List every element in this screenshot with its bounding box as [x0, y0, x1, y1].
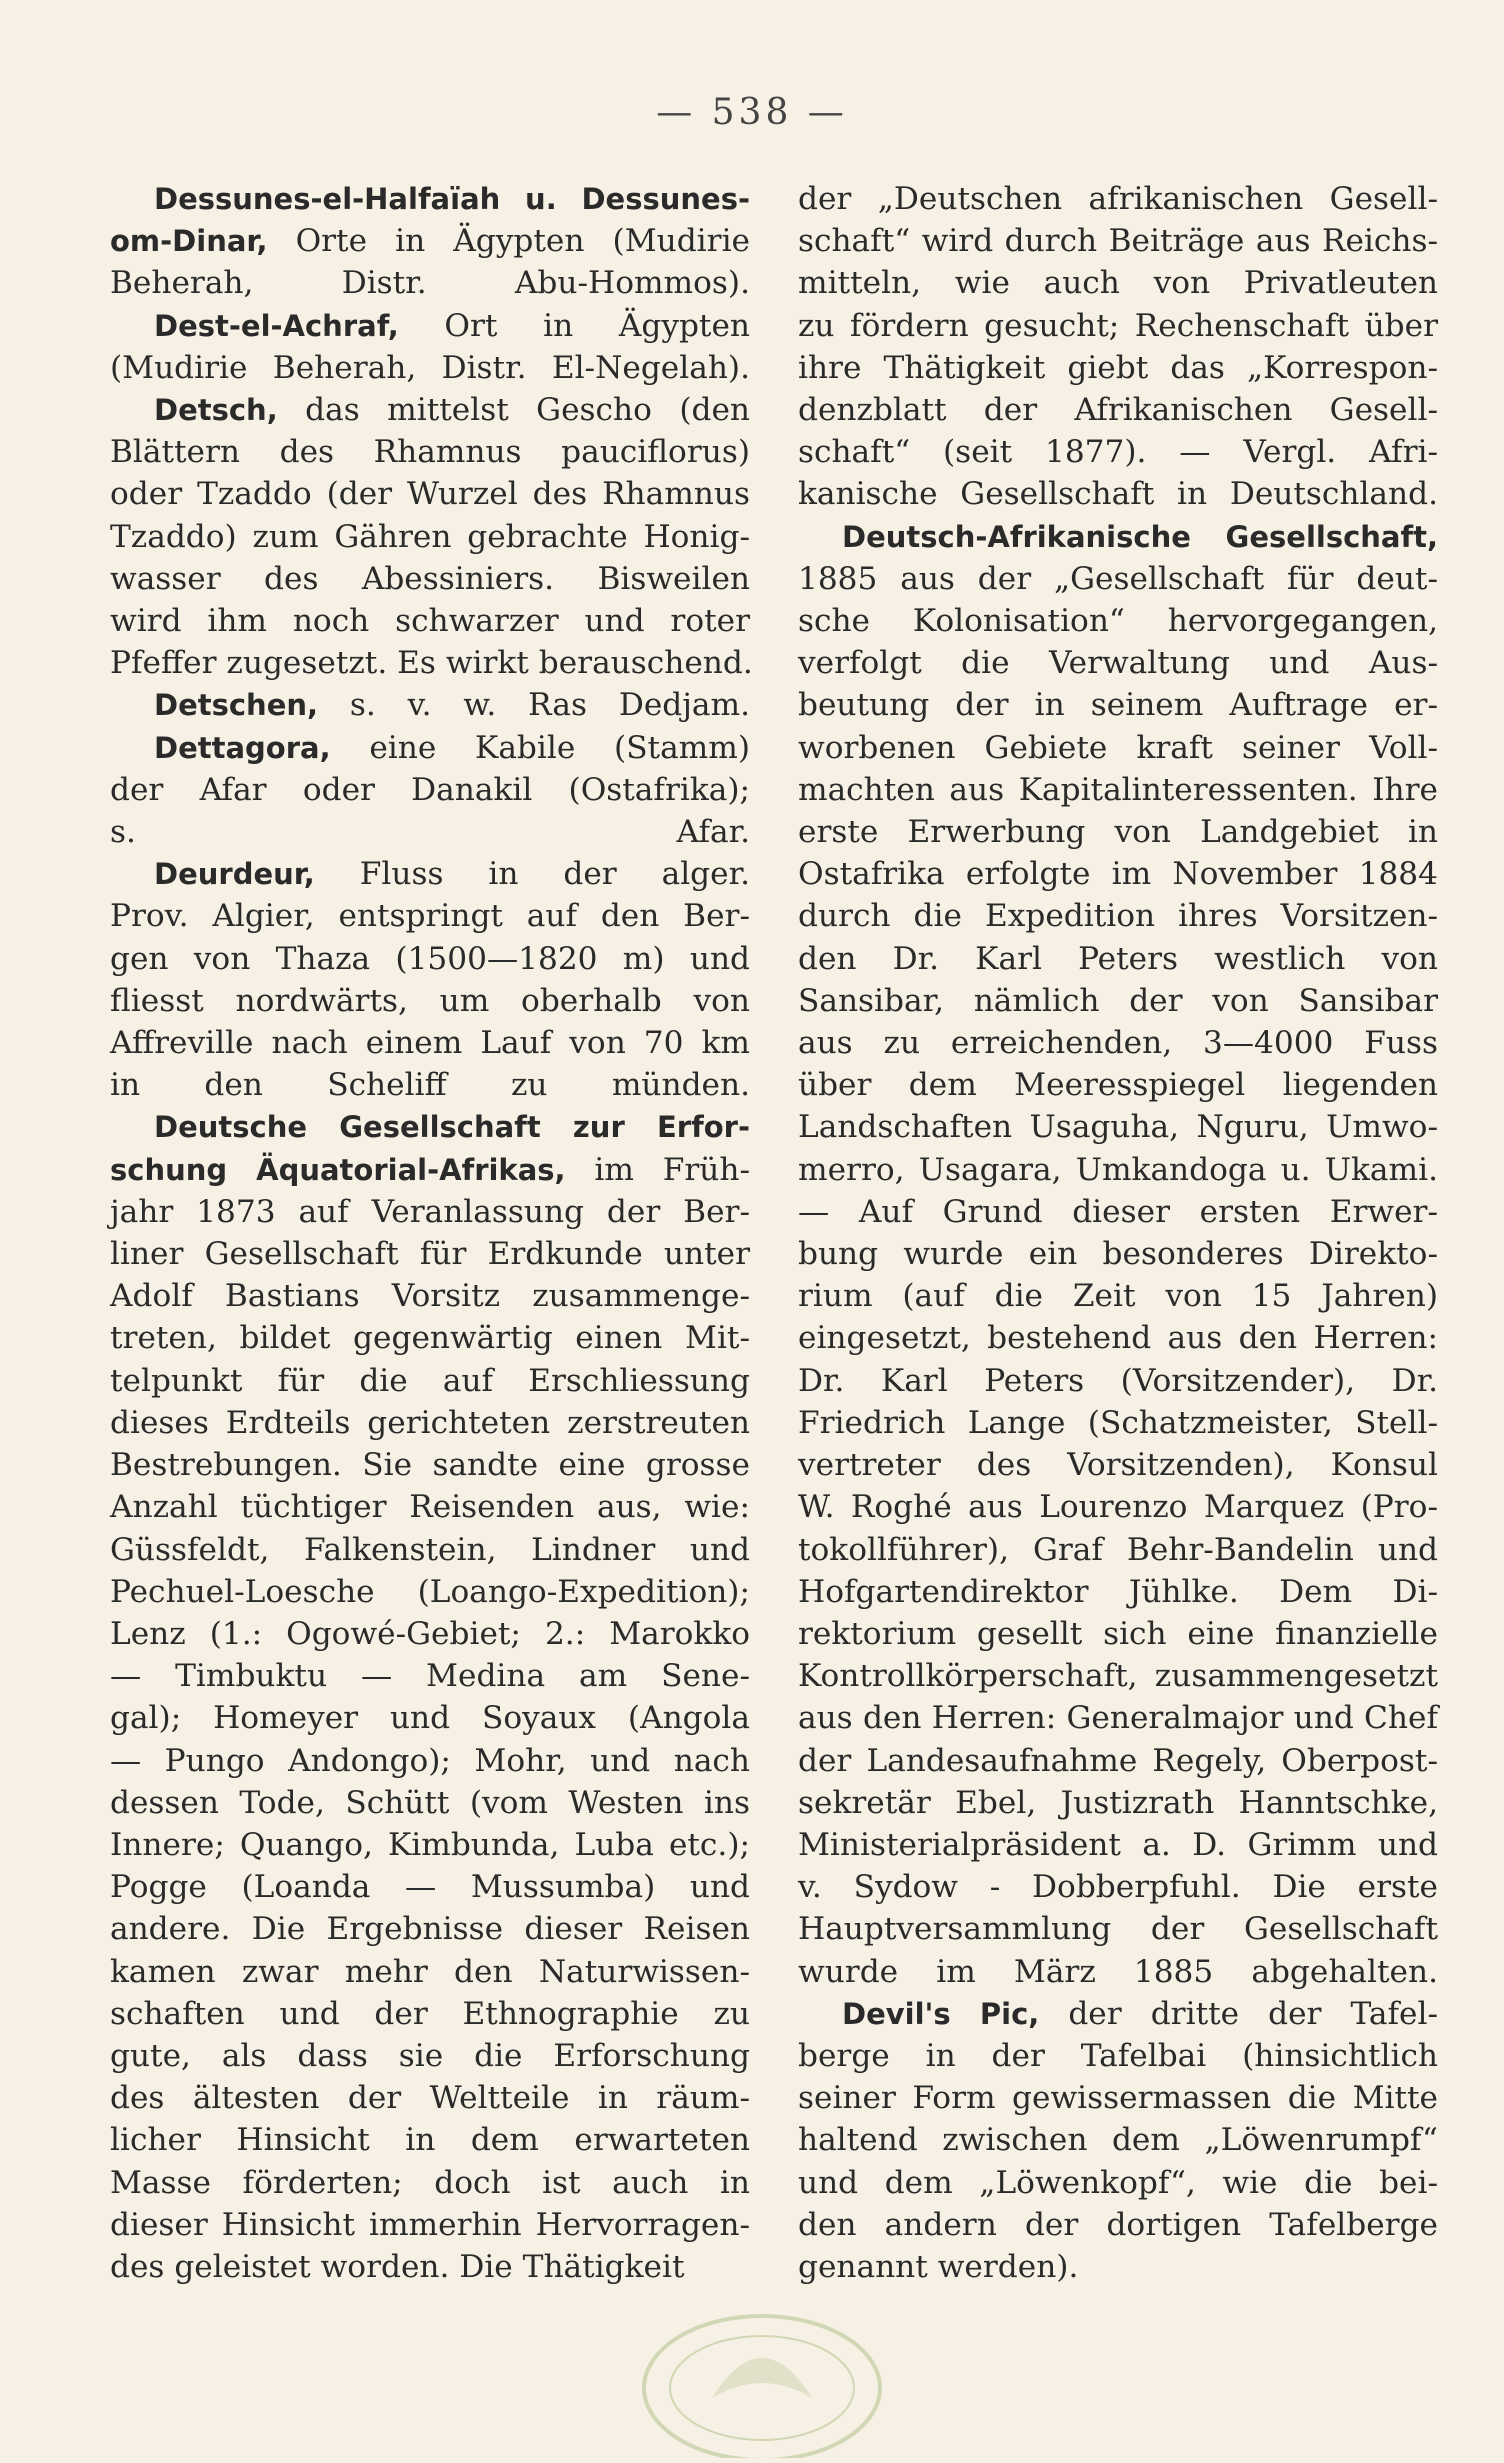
entry-text: Dr. Karl Peters (Vorsitzender), Dr.	[798, 1362, 1438, 1399]
text-line	[798, 1697, 1438, 1739]
entry-text: Pogge (Loanda — Mussumba) und	[110, 1869, 750, 1906]
entry-text: liner Gesellschaft für Erdkunde unter	[110, 1236, 750, 1273]
text-line	[110, 1740, 750, 1782]
entry-text: Friedrich Lange (Schatzmeister, Stell-	[798, 1404, 1438, 1441]
entry-text: — Timbuktu — Medina am Sene-	[110, 1658, 750, 1695]
text-line	[110, 1697, 750, 1739]
text-line	[110, 516, 750, 558]
text-line	[798, 769, 1438, 811]
entry-text: mitteln, wie auch von Privatleuten	[798, 265, 1438, 302]
entry-text: bung wurde ein besonderes Direkto-	[798, 1236, 1438, 1273]
text-line	[798, 516, 1438, 558]
text-line	[798, 2119, 1438, 2161]
entry-text: Landschaften Usaguha, Nguru, Umwo-	[798, 1109, 1438, 1146]
text-line	[110, 178, 750, 220]
text-line	[798, 220, 1438, 262]
text-line	[798, 1233, 1438, 1275]
entry-text: machten aus Kapitalinteressenten. Ihre	[798, 771, 1438, 808]
text-line	[110, 1275, 750, 1317]
text-line	[110, 895, 750, 937]
text-line	[798, 1908, 1438, 1950]
entry-text: des ältesten der Weltteile in räum-	[110, 2080, 750, 2117]
entry-text: schaft“ (seit 1877). — Vergl. Afri-	[798, 434, 1438, 471]
entry-text: dieses Erdteils gerichteten zerstreuten	[110, 1404, 750, 1441]
text-line	[798, 1993, 1438, 2035]
text-line	[798, 980, 1438, 1022]
text-line	[798, 1022, 1438, 1064]
text-line	[110, 1106, 750, 1148]
entry-text: dessen Tode, Schütt (vom Westen ins	[110, 1784, 750, 1821]
entry-text: Innere; Quango, Kimbunda, Luba etc.);	[110, 1826, 750, 1863]
entry-text: denzblatt der Afrikanischen Gesell-	[798, 392, 1438, 429]
text-line	[798, 1149, 1438, 1191]
text-line	[110, 1022, 750, 1064]
entry-text: kamen zwar mehr den Naturwissen-	[110, 1953, 750, 1990]
entry-text: Masse förderten; doch ist auch in	[110, 2164, 750, 2201]
text-line	[798, 1064, 1438, 1106]
entry-text: Lenz (1.: Ogowé-Gebiet; 2.: Marokko	[110, 1615, 750, 1652]
entry-text: im Früh-	[565, 1151, 751, 1188]
text-line	[798, 389, 1438, 431]
entry-text: licher Hinsicht in dem erwarteten	[110, 2122, 750, 2159]
entry-text: den Dr. Karl Peters westlich von	[798, 940, 1438, 977]
text-line	[110, 1824, 750, 1866]
text-line	[798, 305, 1438, 347]
entry-text: wurde im März 1885 abgehalten.	[798, 1953, 1438, 1990]
text-line	[798, 727, 1438, 769]
entry-text: Affreville nach einem Lauf von 70 km	[110, 1025, 750, 1062]
entry-text: rium (auf die Zeit von 15 Jahren)	[798, 1278, 1438, 1315]
entry-text: durch die Expedition ihres Vorsitzen-	[798, 898, 1438, 935]
text-line	[798, 1866, 1438, 1908]
entry-headword: schung Äquatorial-Afrikas,	[110, 1152, 566, 1187]
entry-text: s. Afar.	[110, 814, 750, 851]
entry-text: tokollführer), Graf Behr-Bandelin und	[798, 1531, 1438, 1568]
entry-text: telpunkt für die auf Erschliessung	[110, 1362, 750, 1399]
text-line	[110, 769, 750, 811]
text-line	[110, 262, 750, 304]
entry-headword: Deutsche Gesellschaft zur Erfor-	[154, 1110, 750, 1145]
entry-text: Prov. Algier, entspringt auf den Ber-	[110, 898, 750, 935]
text-line	[110, 1064, 750, 1106]
text-line	[798, 473, 1438, 515]
library-stamp	[622, 2278, 902, 2458]
entry-text: Ostafrika erfolgte im November 1884	[798, 856, 1438, 893]
text-line	[110, 1402, 750, 1444]
entry-text: Hauptversammlung der Gesellschaft	[798, 1911, 1438, 1948]
text-line	[110, 347, 750, 389]
text-line	[798, 853, 1438, 895]
entry-text: eingesetzt, bestehend aus den Herren:	[798, 1320, 1438, 1357]
text-line	[110, 727, 750, 769]
entry-text: Bestrebungen. Sie sandte eine grosse	[110, 1447, 750, 1484]
entry-text: und dem „Löwenkopf“, wie die bei-	[798, 2164, 1438, 2201]
entry-headword: Dest-el-Achraf,	[154, 308, 399, 343]
text-line	[798, 1655, 1438, 1697]
entry-text: Blättern des Rhamnus pauciflorus)	[110, 434, 750, 471]
text-line	[798, 811, 1438, 853]
text-line	[798, 1571, 1438, 1613]
entry-text: treten, bildet gegenwärtig einen Mit-	[110, 1320, 750, 1357]
entry-headword: Detsch,	[154, 393, 278, 428]
entry-text: Pechuel-Loesche (Loango-Expedition);	[110, 1573, 750, 1610]
text-line	[110, 1613, 750, 1655]
text-line	[110, 2204, 750, 2246]
text-line	[110, 1191, 750, 1233]
entry-text: verfolgt die Verwaltung und Aus-	[798, 645, 1438, 682]
entry-text: beutung der in seinem Auftrage er-	[798, 687, 1438, 724]
entry-text: Ort in Ägypten	[398, 307, 750, 344]
entry-text: der dritte der Tafel-	[1039, 1995, 1438, 2032]
entry-headword: Detschen,	[154, 688, 319, 723]
entry-text: gal); Homeyer und Soyaux (Angola	[110, 1700, 750, 1737]
entry-text: kanische Gesellschaft in Deutschland.	[798, 476, 1438, 513]
text-line	[798, 262, 1438, 304]
text-line	[110, 431, 750, 473]
text-line	[798, 1613, 1438, 1655]
text-line	[798, 1529, 1438, 1571]
text-line	[798, 1444, 1438, 1486]
entry-text: W. Roghé aus Lourenzo Marquez (Pro-	[798, 1489, 1438, 1526]
text-line	[110, 980, 750, 1022]
entry-text: (Mudirie Beherah, Distr. El-Negelah).	[110, 349, 750, 386]
text-line	[798, 1106, 1438, 1148]
entry-text: berge in der Tafelbai (hinsichtlich	[798, 2037, 1438, 2074]
text-line	[798, 1782, 1438, 1824]
entry-text: andere. Die Ergebnisse dieser Reisen	[110, 1911, 750, 1948]
text-line	[798, 347, 1438, 389]
text-line	[110, 1360, 750, 1402]
right-column	[798, 178, 1438, 2288]
entry-text: worbenen Gebiete kraft seiner Voll-	[798, 729, 1438, 766]
entry-text: merro, Usagara, Umkandoga u. Ukami.	[798, 1151, 1438, 1188]
text-line	[798, 431, 1438, 473]
entry-text: sekretär Ebel, Justizrath Hanntschke,	[798, 1784, 1438, 1821]
left-column	[110, 178, 753, 2288]
entry-text: gen von Thaza (1500—1820 m) und	[110, 940, 750, 977]
text-line	[110, 600, 750, 642]
entry-text: schaften und der Ethnographie zu	[110, 1995, 750, 2032]
text-line	[110, 684, 750, 726]
text-line	[110, 473, 750, 515]
entry-text: in den Scheliff zu münden.	[110, 1067, 750, 1104]
text-line	[110, 1908, 750, 1950]
entry-text: vertreter des Vorsitzenden), Konsul	[798, 1447, 1438, 1484]
entry-text: Güssfeldt, Falkenstein, Lindner und	[110, 1531, 750, 1568]
entry-text: jahr 1873 auf Veranlassung der Ber-	[110, 1193, 750, 1230]
entry-text: Adolf Bastians Vorsitz zusammenge-	[110, 1278, 750, 1315]
entry-text: den andern der dortigen Tafelberge	[798, 2206, 1438, 2243]
entry-text: genannt werden).	[798, 2248, 1079, 2285]
entry-text: Anzahl tüchtiger Reisenden aus, wie:	[110, 1489, 750, 1526]
text-line	[798, 1740, 1438, 1782]
entry-text: der „Deutschen afrikanischen Gesell-	[798, 181, 1438, 217]
text-line	[798, 1317, 1438, 1359]
text-line	[110, 1655, 750, 1697]
text-line	[110, 2077, 750, 2119]
text-line	[798, 938, 1438, 980]
text-line	[798, 1191, 1438, 1233]
text-line	[798, 1486, 1438, 1528]
text-line	[110, 305, 750, 347]
entry-text: erste Erwerbung von Landgebiet in	[798, 814, 1438, 851]
text-line	[110, 2035, 750, 2077]
entry-headword: Dessunes-el-Halfaïah u. Dessunes-	[154, 182, 750, 216]
text-line	[798, 1402, 1438, 1444]
entry-text: ihre Thätigkeit giebt das „Korrespon-	[798, 349, 1438, 386]
entry-text: Tzaddo) zum Gähren gebrachte Honig-	[110, 518, 750, 555]
text-line	[110, 389, 750, 431]
text-line	[110, 853, 750, 895]
text-line	[110, 1571, 750, 1613]
text-line	[798, 2077, 1438, 2119]
entry-text: Beherah, Distr. Abu-Hommos).	[110, 265, 750, 302]
stamp-inner-ring	[670, 2336, 854, 2440]
entry-text: oder Tzaddo (der Wurzel des Rhamnus	[110, 476, 750, 513]
page-number: — 538 —	[656, 92, 848, 133]
text-line	[110, 642, 753, 684]
text-line	[798, 1951, 1438, 1993]
entry-text: sche Kolonisation“ hervorgegangen,	[798, 603, 1438, 640]
text-line	[110, 2162, 750, 2204]
entry-text: Ministerialpräsident a. D. Grimm und	[798, 1826, 1438, 1863]
text-line	[110, 1782, 750, 1824]
text-line	[798, 600, 1438, 642]
text-line	[798, 1275, 1438, 1317]
entry-text: Pfeffer zugesetzt. Es wirkt berauschend.	[110, 645, 753, 682]
stamp-outer-ring	[644, 2316, 880, 2458]
entry-text: zu fördern gesucht; Rechenschaft über	[798, 307, 1438, 344]
entry-text: das mittelst Gescho (den	[277, 392, 750, 429]
text-line	[798, 895, 1438, 937]
entry-headword: Deutsch-Afrikanische Gesellschaft,	[842, 519, 1438, 554]
text-line	[110, 1951, 750, 1993]
entry-headword: Dettagora,	[154, 730, 331, 765]
text-line	[798, 2162, 1438, 2204]
entry-text: schaft“ wird durch Beiträge aus Reichs-	[798, 223, 1438, 260]
entry-text: Kontrollkörperschaft, zusammengesetzt	[798, 1658, 1438, 1695]
text-line	[798, 642, 1438, 684]
entry-headword: Devil's Pic,	[842, 1996, 1040, 2031]
entry-headword: om-Dinar,	[110, 224, 268, 259]
entry-headword: Deurdeur,	[154, 857, 315, 892]
entry-text: Hofgartendirektor Jühlke. Dem Di-	[798, 1573, 1438, 1610]
text-line	[110, 1233, 750, 1275]
entry-text: eine Kabile (Stamm)	[330, 729, 750, 766]
text-line	[110, 1149, 750, 1191]
entry-text: haltend zwischen dem „Löwenrumpf“	[798, 2122, 1438, 2159]
text-line	[110, 1444, 750, 1486]
text-line	[110, 2119, 750, 2161]
entry-text: dieser Hinsicht immerhin Hervorragen-	[110, 2206, 750, 2243]
entry-text: v. Sydow - Dobberpfuhl. Die erste	[798, 1869, 1438, 1906]
entry-text: über dem Meeresspiegel liegenden	[798, 1067, 1438, 1104]
entry-text: seiner Form gewissermassen die Mitte	[798, 2080, 1438, 2117]
text-line	[110, 811, 750, 853]
entry-text: fliesst nordwärts, um oberhalb von	[110, 982, 750, 1019]
entry-text: aus den Herren: Generalmajor und Chef	[798, 1700, 1438, 1737]
text-line	[110, 558, 750, 600]
entry-text: Fluss in der alger.	[314, 856, 750, 893]
entry-text: des geleistet worden. Die Thätigkeit	[110, 2248, 685, 2285]
text-line	[798, 2204, 1438, 2246]
text-line	[110, 1317, 750, 1359]
entry-text: wird ihm noch schwarzer und roter	[110, 603, 750, 640]
text-line	[110, 220, 750, 262]
text-line	[798, 1360, 1438, 1402]
stamp-emblem	[712, 2358, 812, 2398]
text-line	[798, 2035, 1438, 2077]
text-line	[110, 1993, 750, 2035]
entry-text: Orte in Ägypten (Mudirie	[267, 223, 750, 260]
entry-text: 1885 aus der „Gesellschaft für deut-	[798, 560, 1438, 597]
entry-text: — Pungo Andongo); Mohr, und nach	[110, 1742, 750, 1779]
entry-text: gute, als dass sie die Erforschung	[110, 2037, 750, 2074]
entry-text: Sansibar, nämlich der von Sansibar	[798, 982, 1438, 1019]
entry-text: wasser des Abessiniers. Bisweilen	[110, 560, 750, 597]
entry-text: s. v. w. Ras Dedjam.	[318, 687, 750, 724]
text-line	[110, 938, 750, 980]
entry-text: der Afar oder Danakil (Ostafrika);	[110, 771, 750, 808]
text-line	[798, 178, 1438, 220]
entry-text: der Landesaufnahme Regely, Oberpost-	[798, 1742, 1438, 1779]
text-line	[798, 684, 1438, 726]
entry-text: — Auf Grund dieser ersten Erwer-	[798, 1193, 1438, 1230]
text-line	[110, 1866, 750, 1908]
text-line	[798, 558, 1438, 600]
text-line	[798, 1824, 1438, 1866]
entry-text: rektorium gesellt sich eine finanzielle	[798, 1615, 1438, 1652]
text-line	[110, 1529, 750, 1571]
entry-text: aus zu erreichenden, 3—4000 Fuss	[798, 1025, 1438, 1062]
text-line	[110, 1486, 750, 1528]
